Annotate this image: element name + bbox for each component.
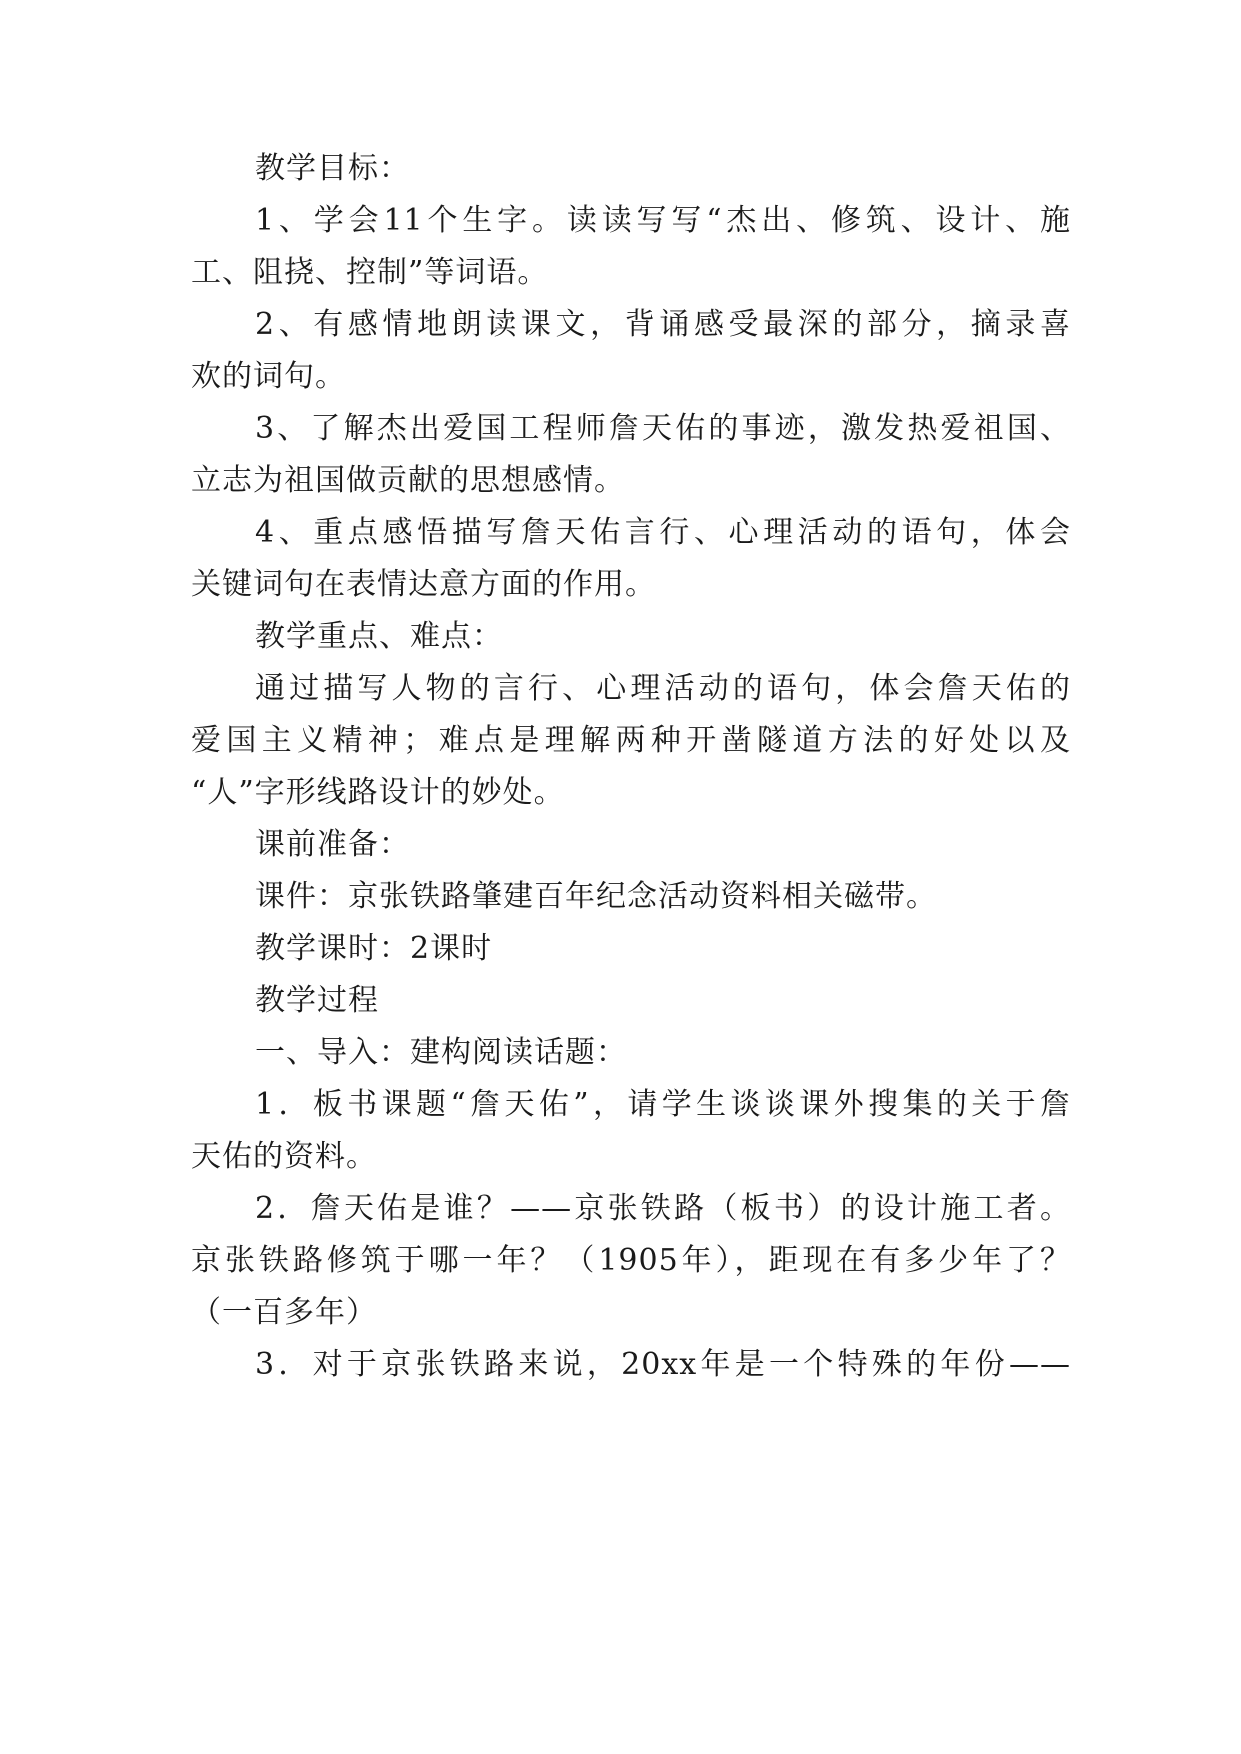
goal-2-line-2: 欢的词句。 [191,359,346,394]
key-points-line-3: “人”字形线路设计的妙处。 [191,775,565,810]
heading-key-points: 教学重点、难点： [255,619,503,654]
preparation-line: 课件：京张铁路肇建百年纪念活动资料相关磁带。 [255,879,937,914]
step-2-line-1: 2．詹天佑是谁？——京张铁路（板书）的设计施工者。 [255,1191,1071,1226]
step-3-line-1: 3．对于京张铁路来说，20xx年是一个特殊的年份—— [255,1347,1071,1382]
section-one-heading: 一、导入：建构阅读话题： [255,1035,627,1070]
goal-3-line-2: 立志为祖国做贡献的思想感情。 [191,463,625,498]
goal-4-line-2: 关键词句在表情达意方面的作用。 [191,567,656,602]
step-2-line-3: （一百多年） [191,1295,377,1330]
class-hours-line: 教学课时：2课时 [255,931,493,966]
key-points-line-2: 爱国主义精神；难点是理解两种开凿隧道方法的好处以及 [191,723,1071,758]
heading-teaching-process: 教学过程 [255,983,379,1018]
heading-teaching-goals: 教学目标： [255,151,410,186]
step-1-line-2: 天佑的资料。 [191,1139,377,1174]
step-2-line-2: 京张铁路修筑于哪一年？（1905年），距现在有多少年了？ [191,1243,1071,1278]
goal-1-line-2: 工、阻挠、控制”等词语。 [191,255,549,290]
goal-4-line-1: 4、重点感悟描写詹天佑言行、心理活动的语句，体会 [255,515,1071,550]
goal-1-line-1: 1、学会11个生字。读读写写“杰出、修筑、设计、施 [255,203,1071,238]
key-points-line-1: 通过描写人物的言行、心理活动的语句，体会詹天佑的 [255,671,1071,706]
goal-3-line-1: 3、了解杰出爱国工程师詹天佑的事迹，激发热爱祖国、 [255,411,1071,446]
goal-2-line-1: 2、有感情地朗读课文，背诵感受最深的部分，摘录喜 [255,307,1071,342]
heading-preparation: 课前准备： [255,827,410,862]
step-1-line-1: 1．板书课题“詹天佑”，请学生谈谈课外搜集的关于詹 [255,1087,1071,1122]
